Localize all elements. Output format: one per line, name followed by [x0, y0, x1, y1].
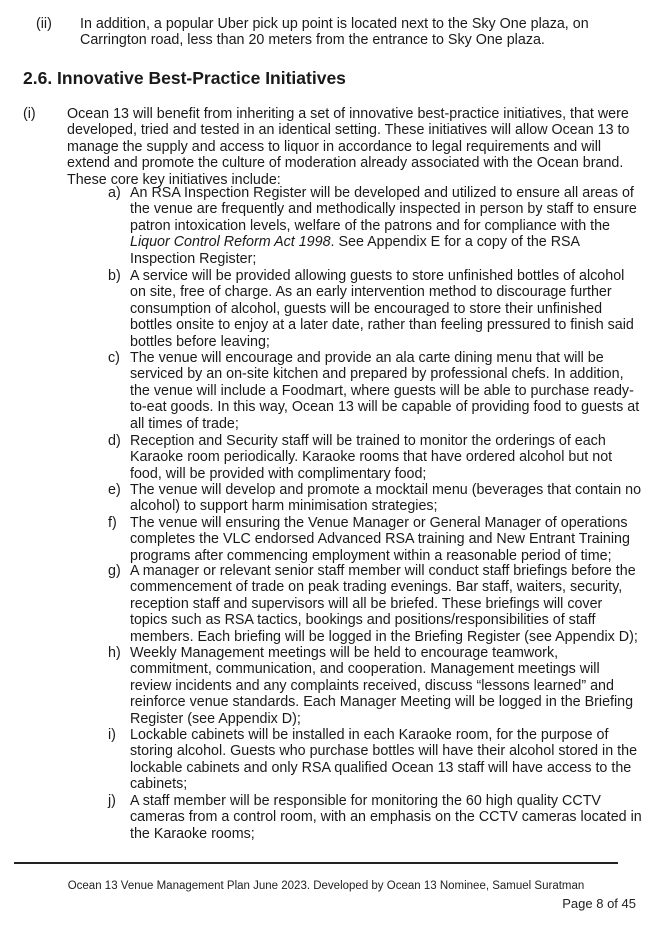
- list-item-text-main: An RSA Inspection Register will be developed and utilized to ensure all areas of the venue are frequently and methodically inspected in person by staff to ensure patron intoxication levels, welfare of the patrons and for compliance with the: [130, 185, 637, 234]
- list-item-label: g): [108, 563, 121, 579]
- act-title: Liquor Control Reform Act 1998: [130, 234, 331, 251]
- list-item-label: e): [108, 482, 121, 498]
- list-item-text-main: Lockable cabinets will be installed in each Karaoke room, for the purpose of storing alcohol. Guests who purchase bottles will have their alcohol stored in the lockable cabinets and only RSA qualified Ocean 13 staff will have access to the cabinets;: [130, 727, 638, 793]
- list-item-text: [130, 268, 642, 350]
- list-item-text-main: A service will be provided allowing guests to store unfinished bottles of alcohol on site, free of charge. As an early intervention method to discourage further consumption of alcohol, guests will be encouraged to store their unfinished bottles onsite to enjoy at a later date, rather than feeling pressured to finish said bottles before leaving;: [130, 268, 634, 350]
- list-item-text: [130, 515, 642, 564]
- list-item-text: [130, 645, 642, 727]
- list-item-text-main: Reception and Security staff will be trained to monitor the orderings of each Karaoke room periodically. Karaoke rooms that have ordered alcohol but not food, will be provided with complimentary food;: [130, 433, 613, 482]
- list-item-label: c): [108, 350, 120, 366]
- list-item-text-main: The venue will ensuring the Venue Manager or General Manager of operations completes the VLC endorsed Advanced RSA training and New Entrant Training programs after commencing employment within a reasonable period of time;: [130, 515, 630, 564]
- list-item-text-main: A manager or relevant senior staff member will conduct staff briefings before the commencement of trade on peak trading evenings. Bar staff, waiters, security, reception staff and supervisors will all be briefed. These briefings will cover topics such as RSA tactics, bookings and positions/responsibilities of staff members. Each briefing will be logged in the Briefing Register (see Appendix D);: [130, 563, 638, 645]
- list-item-text-main: The venue will develop and promote a mocktail menu (beverages that contain no alcohol) to support harm minimisation strategies;: [130, 482, 642, 515]
- list-item-text: [130, 563, 642, 645]
- list-item-text-end: . See Appendix E for a copy of the RSA Inspection Register;: [130, 234, 580, 267]
- paragraph-i-text: Ocean 13 will benefit from inheriting a set of innovative best-practice initiatives, that were developed, tried and tested in an identical setting. These initiatives will allow Ocean 13 to manage the supply and access to liquor in accordance to legal requirements and will extend and promote the culture of moderation already associated with the Ocean brand. These core key initiatives include:: [67, 106, 630, 188]
- list-item-text: [130, 433, 642, 482]
- list-item-label: j): [108, 793, 116, 809]
- page-number: Page 8 of 45: [562, 896, 636, 911]
- list-item-text-main: Weekly Management meetings will be held to encourage teamwork, commitment, communication, and cooperation. Management meetings will review incidents and any complaints received, discuss “lessons learned” and reinforce venue standards. Each Manager Meeting will be logged in the Briefing Register (see Appendix D);: [130, 645, 634, 727]
- list-item-text-main: A staff member will be responsible for monitoring the 60 high quality CCTV cameras from a control room, with an emphasis on the CCTV cameras located in the Karaoke rooms;: [130, 793, 642, 842]
- list-item-label: a): [108, 185, 121, 201]
- intro-label: (ii): [36, 16, 52, 32]
- list-item-text: [130, 185, 642, 267]
- list-item-text-main: The venue will encourage and provide an ala carte dining menu that will be serviced by an on-site kitchen and prepared by professional chefs. In addition, the venue will include a Foodmart, where guests will be able to purchase ready-to-eat goods. In this way, Ocean 13 will be capable of providing food to guests at all times of trade;: [130, 350, 640, 432]
- list-item-text: [130, 727, 642, 793]
- list-item-text: [130, 793, 642, 842]
- footer-text: Ocean 13 Venue Management Plan June 2023. Developed by Ocean 13 Nominee, Samuel Suratman: [67, 880, 585, 892]
- list-item-label: f): [108, 515, 117, 531]
- list-item-label: i): [108, 727, 116, 743]
- footer-rule: [14, 862, 618, 864]
- list-item-label: d): [108, 433, 121, 449]
- list-item-label: h): [108, 645, 121, 661]
- paragraph-i-label: (i): [23, 106, 36, 122]
- intro-text: In addition, a popular Uber pick up point is located next to the Sky One plaza, on Carrington road, less than 20 meters from the entrance to Sky One plaza.: [80, 16, 589, 49]
- list-item-text: [130, 350, 642, 432]
- list-item-text: [130, 482, 642, 515]
- list-item-label: b): [108, 268, 121, 284]
- section-heading: 2.6. Innovative Best-Practice Initiatives: [23, 68, 346, 88]
